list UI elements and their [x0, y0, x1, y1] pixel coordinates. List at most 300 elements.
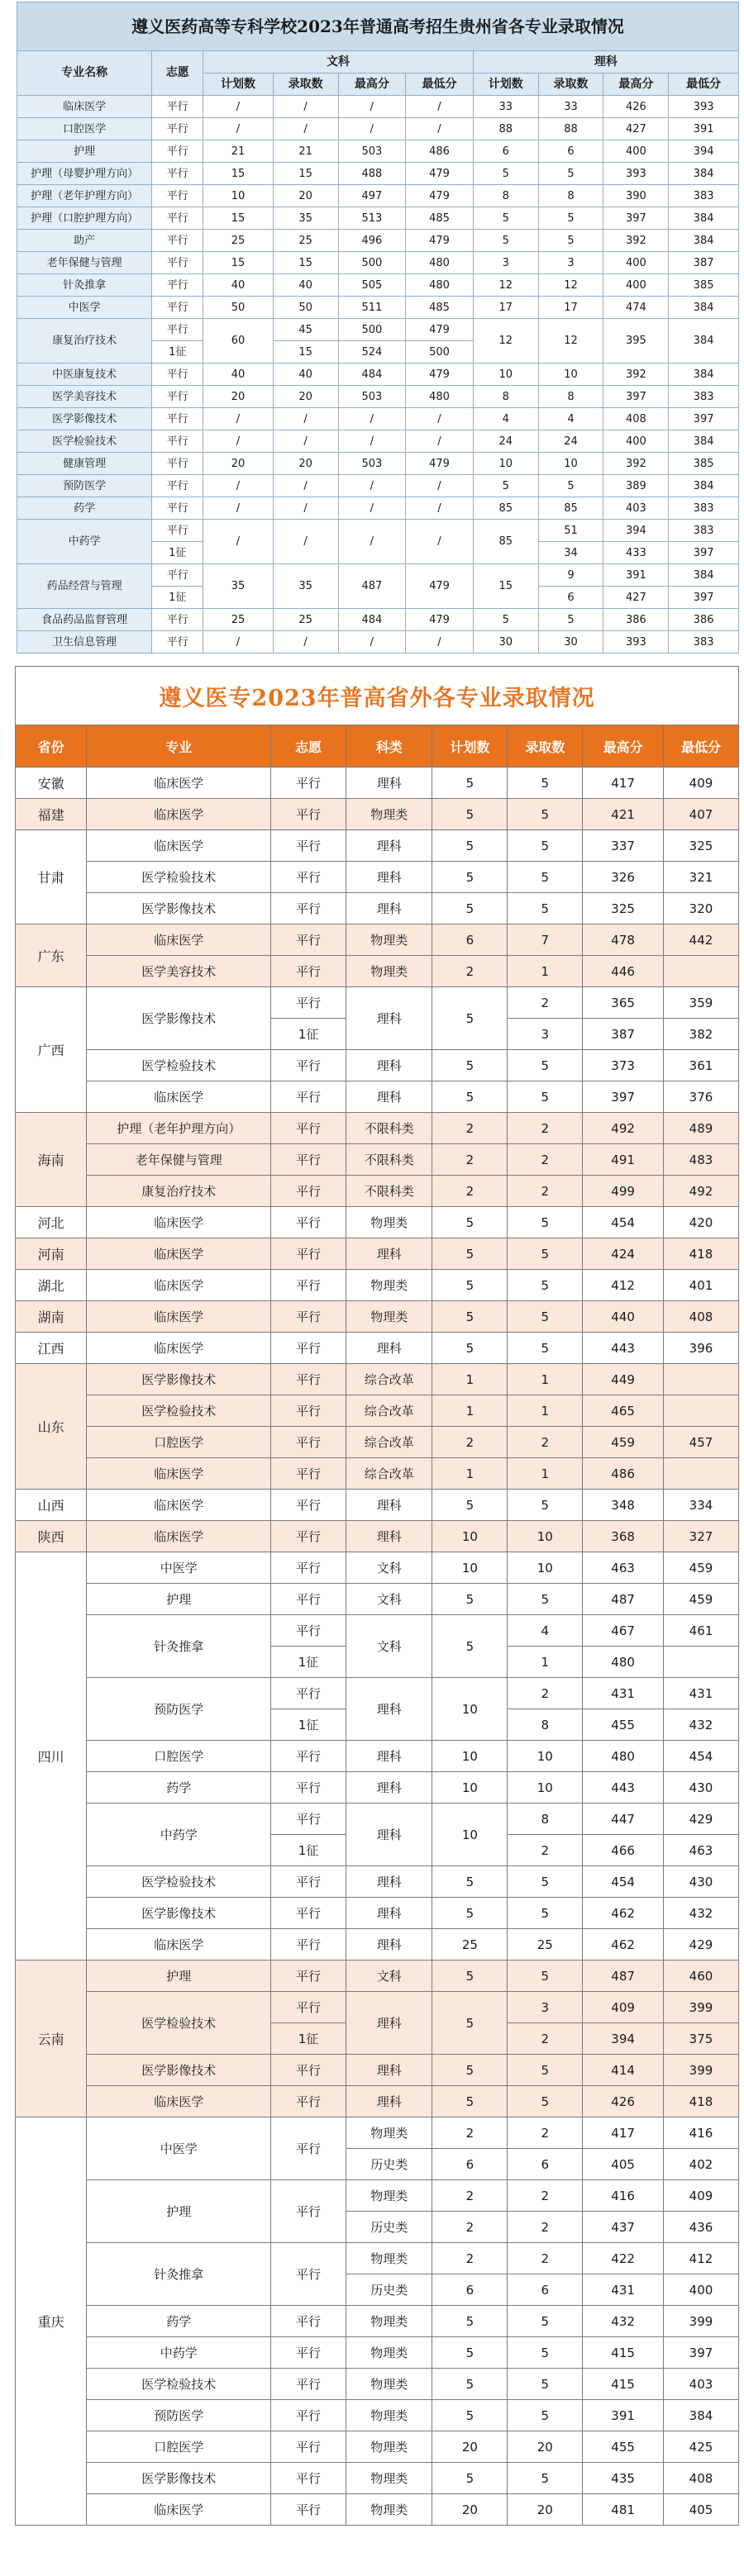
header-major: 专业名称	[17, 51, 152, 96]
major: 医学影像技术	[87, 1898, 271, 1929]
admit-count: 1	[508, 1364, 583, 1395]
wenke-min: 479	[406, 453, 474, 475]
like-max: 400	[603, 252, 669, 274]
table1-row	[17, 163, 739, 185]
plan-count: 5	[432, 1584, 508, 1615]
out-of-province-table-section	[15, 666, 739, 2526]
category: 理科	[346, 1238, 432, 1270]
wenke-min: 479	[406, 364, 474, 386]
table2-row	[16, 1615, 739, 1647]
like-max: 395	[603, 319, 669, 364]
like-admit: 10	[538, 453, 603, 475]
wish-type: 平行	[152, 430, 203, 453]
table2-header-cell: 专业	[87, 725, 271, 768]
min-score: 384	[663, 2400, 738, 2431]
category: 综合改革	[346, 1364, 432, 1395]
plan-count: 5	[432, 1615, 508, 1678]
like-plan: 85	[473, 520, 538, 564]
table1-row	[17, 185, 739, 207]
major: 临床医学	[87, 2494, 271, 2526]
like-min: 393	[669, 96, 739, 118]
min-score: 382	[663, 1019, 738, 1050]
admit-count: 5	[508, 1050, 583, 1081]
wish-type: 平行	[271, 1427, 346, 1458]
like-plan: 3	[473, 252, 538, 274]
header-wenke-min: 最低分	[406, 74, 474, 96]
min-score: 454	[663, 1741, 738, 1772]
like-admit: 3	[538, 252, 603, 274]
like-admit: 5	[538, 230, 603, 252]
category: 理科	[346, 862, 432, 893]
wish-type: 平行	[271, 1238, 346, 1270]
table1-title: 遵义医药高等专科学校2023年普通高考招生贵州省各专业录取情况	[17, 2, 739, 51]
wish-type: 平行	[271, 2369, 346, 2400]
like-max: 394	[603, 520, 669, 542]
category: 理科	[346, 768, 432, 799]
min-score: 407	[663, 799, 738, 830]
major: 临床医学	[87, 924, 271, 956]
wenke-max: 484	[338, 364, 406, 386]
wenke-max: 513	[338, 207, 406, 230]
like-min: 385	[669, 453, 739, 475]
major-name: 医学美容技术	[17, 386, 152, 408]
table2-header-cell: 最高分	[583, 725, 664, 768]
wenke-max: 503	[338, 453, 406, 475]
wenke-max: 500	[338, 252, 406, 274]
major: 口腔医学	[87, 2431, 271, 2463]
wenke-plan: 40	[203, 364, 273, 386]
like-plan: 33	[473, 96, 538, 118]
major: 临床医学	[87, 1929, 271, 1961]
like-min: 383	[669, 631, 739, 654]
wenke-admit: 50	[273, 297, 338, 319]
max-score: 462	[583, 1898, 664, 1929]
like-max: 474	[603, 297, 669, 319]
max-score: 326	[583, 862, 664, 893]
like-admit-supplement: 34	[538, 542, 603, 564]
max-score: 431	[583, 1678, 664, 1709]
wish-type: 平行	[271, 1521, 346, 1552]
wish-type: 平行	[152, 475, 203, 497]
wish-type: 平行	[152, 520, 203, 542]
category: 理科	[346, 1772, 432, 1804]
table2-row	[16, 1584, 739, 1615]
major: 临床医学	[87, 1458, 271, 1490]
table1-row	[17, 364, 739, 386]
wenke-max: 496	[338, 230, 406, 252]
major: 临床医学	[87, 1081, 271, 1113]
like-admit: 30	[538, 631, 603, 654]
admit-count: 1	[508, 1395, 583, 1427]
like-plan: 10	[473, 453, 538, 475]
wenke-max: /	[338, 475, 406, 497]
like-max: 386	[603, 609, 669, 631]
wenke-plan: 15	[203, 163, 273, 185]
admit-count: 4	[508, 1615, 583, 1647]
wish-type: 平行	[271, 1050, 346, 1081]
max-score: 487	[583, 1584, 664, 1615]
table2-row	[16, 1772, 739, 1804]
guizhou-admission-table	[17, 2, 739, 654]
plan-count: 5	[432, 1238, 508, 1270]
wenke-min: 479	[406, 163, 474, 185]
like-plan: 8	[473, 185, 538, 207]
wish-type: 平行	[271, 1866, 346, 1898]
min-score: 429	[663, 1929, 738, 1961]
min-score	[663, 1647, 738, 1678]
table2-row	[16, 1364, 739, 1395]
table2-header-cell: 志愿	[271, 725, 346, 768]
max-score: 459	[583, 1427, 664, 1458]
category: 物理类	[346, 2463, 432, 2494]
min-score: 442	[663, 924, 738, 956]
table2-row	[16, 830, 739, 862]
wenke-min: 479	[406, 564, 474, 609]
min-score: 461	[663, 1615, 738, 1647]
like-max: 427	[603, 118, 669, 140]
major: 临床医学	[87, 1270, 271, 1301]
wenke-min-supplement: 500	[406, 341, 474, 364]
admit-count: 5	[508, 862, 583, 893]
min-score: 400	[663, 2274, 738, 2306]
major-name: 临床医学	[17, 96, 152, 118]
min-score: 432	[663, 1898, 738, 1929]
admit-count: 2	[508, 1144, 583, 1176]
min-score: 463	[663, 1835, 738, 1866]
major: 护理	[87, 1961, 271, 1992]
wish-type: 平行	[271, 2306, 346, 2337]
wish-type: 平行	[152, 163, 203, 185]
like-max: 397	[603, 207, 669, 230]
category: 历史类	[346, 2149, 432, 2180]
category: 物理类	[346, 1301, 432, 1333]
table2-row	[16, 1678, 739, 1709]
wenke-min: 480	[406, 274, 474, 297]
wish-type: 平行	[152, 297, 203, 319]
admit-count: 5	[508, 2086, 583, 2117]
wish-type: 1征	[271, 1835, 346, 1866]
wenke-plan: 10	[203, 185, 273, 207]
table1-row	[17, 430, 739, 453]
table2-row	[16, 2086, 739, 2117]
major: 医学检验技术	[87, 1866, 271, 1898]
wenke-plan: 50	[203, 297, 273, 319]
major: 中药学	[87, 2337, 271, 2369]
admit-count: 8	[508, 1709, 583, 1741]
table1-row	[17, 631, 739, 654]
major: 临床医学	[87, 1521, 271, 1552]
max-score: 417	[583, 2117, 664, 2149]
category: 综合改革	[346, 1458, 432, 1490]
wish-type: 平行	[152, 609, 203, 631]
admit-count: 3	[508, 1019, 583, 1050]
min-score: 405	[663, 2494, 738, 2526]
table2-header-cell: 录取数	[508, 725, 583, 768]
category: 物理类	[346, 924, 432, 956]
province: 湖北	[16, 1270, 87, 1301]
wish-type: 平行	[271, 1615, 346, 1647]
max-score: 391	[583, 2400, 664, 2431]
table1-row	[17, 96, 739, 118]
category: 理科	[346, 893, 432, 924]
table1-row	[17, 319, 739, 341]
like-plan: 5	[473, 475, 538, 497]
plan-count: 2	[432, 2212, 508, 2243]
admit-count: 5	[508, 1490, 583, 1521]
major: 药学	[87, 2306, 271, 2337]
table2-row	[16, 1490, 739, 1521]
like-plan: 5	[473, 163, 538, 185]
max-score: 499	[583, 1176, 664, 1207]
max-score: 432	[583, 2306, 664, 2337]
like-min: 384	[669, 475, 739, 497]
min-score: 431	[663, 1678, 738, 1709]
wish-type: 平行	[271, 862, 346, 893]
wenke-plan: /	[203, 118, 273, 140]
category: 文科	[346, 1584, 432, 1615]
wish-type: 平行	[271, 1552, 346, 1584]
table2-row	[16, 799, 739, 830]
wish-type: 平行	[271, 2180, 346, 2243]
like-min: 384	[669, 207, 739, 230]
wenke-max: /	[338, 430, 406, 453]
table2-row	[16, 2369, 739, 2400]
province: 福建	[16, 799, 87, 830]
wish-type: 平行	[271, 1490, 346, 1521]
wish-type: 平行	[271, 1961, 346, 1992]
major: 中药学	[87, 1804, 271, 1866]
admit-count: 3	[508, 1992, 583, 2023]
table2-row	[16, 2463, 739, 2494]
major: 医学美容技术	[87, 956, 271, 987]
wish-type: 平行	[271, 1364, 346, 1395]
like-min: 384	[669, 319, 739, 364]
max-score: 394	[583, 2023, 664, 2055]
wish-type: 平行	[271, 1929, 346, 1961]
table2-row	[16, 2494, 739, 2526]
admit-count: 10	[508, 1521, 583, 1552]
province: 湖南	[16, 1301, 87, 1333]
max-score: 416	[583, 2180, 664, 2212]
wenke-admit: /	[273, 497, 338, 520]
wenke-max: /	[338, 118, 406, 140]
wenke-min: /	[406, 475, 474, 497]
wenke-plan: /	[203, 631, 273, 654]
major: 临床医学	[87, 1333, 271, 1364]
major: 临床医学	[87, 830, 271, 862]
table2-row	[16, 1427, 739, 1458]
min-score: 359	[663, 987, 738, 1019]
admit-count: 5	[508, 1866, 583, 1898]
table2-row	[16, 1176, 739, 1207]
wish-type: 平行	[152, 274, 203, 297]
min-score: 403	[663, 2369, 738, 2400]
table1-row	[17, 207, 739, 230]
min-score: 457	[663, 1427, 738, 1458]
max-score: 481	[583, 2494, 664, 2526]
category: 理科	[346, 987, 432, 1050]
min-score: 418	[663, 2086, 738, 2117]
table1-row	[17, 118, 739, 140]
major-name: 助产	[17, 230, 152, 252]
wenke-min: 480	[406, 386, 474, 408]
max-score: 465	[583, 1395, 664, 1427]
plan-count: 2	[432, 1176, 508, 1207]
min-score	[663, 1395, 738, 1427]
like-admit: 8	[538, 386, 603, 408]
category: 理科	[346, 830, 432, 862]
category: 文科	[346, 1552, 432, 1584]
wenke-admit: 20	[273, 185, 338, 207]
plan-count: 10	[432, 1521, 508, 1552]
like-max: 389	[603, 475, 669, 497]
major: 医学检验技术	[87, 2369, 271, 2400]
admit-count: 5	[508, 1961, 583, 1992]
max-score: 455	[583, 1709, 664, 1741]
table1-row	[17, 497, 739, 520]
table1-row	[17, 408, 739, 430]
major: 医学影像技术	[87, 1364, 271, 1395]
wish-type: 平行	[271, 1301, 346, 1333]
category: 理科	[346, 1929, 432, 1961]
category: 综合改革	[346, 1427, 432, 1458]
category: 理科	[346, 1804, 432, 1866]
admit-count: 2	[508, 2023, 583, 2055]
like-min-supplement: 397	[669, 542, 739, 564]
like-max-supplement: 427	[603, 587, 669, 609]
like-admit: 51	[538, 520, 603, 542]
plan-count: 5	[432, 1050, 508, 1081]
max-score: 480	[583, 1741, 664, 1772]
major: 临床医学	[87, 799, 271, 830]
like-max: 400	[603, 430, 669, 453]
like-max: 426	[603, 96, 669, 118]
major: 预防医学	[87, 2400, 271, 2431]
min-score: 460	[663, 1961, 738, 1992]
plan-count: 5	[432, 893, 508, 924]
min-score	[663, 956, 738, 987]
header-wenke-plan: 计划数	[203, 74, 273, 96]
plan-count: 20	[432, 2431, 508, 2463]
max-score: 414	[583, 2055, 664, 2086]
plan-count: 2	[432, 1427, 508, 1458]
like-min: 384	[669, 430, 739, 453]
wenke-min: /	[406, 118, 474, 140]
max-score: 426	[583, 2086, 664, 2117]
like-admit: 88	[538, 118, 603, 140]
wenke-max-supplement: 524	[338, 341, 406, 364]
wish-type: 平行	[152, 497, 203, 520]
table2-row	[16, 1521, 739, 1552]
table1-body	[17, 96, 739, 654]
wenke-admit: 40	[273, 364, 338, 386]
max-score: 422	[583, 2243, 664, 2274]
max-score: 463	[583, 1552, 664, 1584]
min-score: 425	[663, 2431, 738, 2463]
like-plan: 88	[473, 118, 538, 140]
major-name: 预防医学	[17, 475, 152, 497]
wish-type: 平行	[271, 830, 346, 862]
max-score: 431	[583, 2274, 664, 2306]
province: 山西	[16, 1490, 87, 1521]
wenke-max: /	[338, 520, 406, 564]
table2-row	[16, 1270, 739, 1301]
major: 针灸推拿	[87, 2243, 271, 2306]
min-score: 399	[663, 1992, 738, 2023]
table2-row	[16, 2400, 739, 2431]
category: 物理类	[346, 2400, 432, 2431]
admit-count: 5	[508, 1333, 583, 1364]
min-score: 376	[663, 1081, 738, 1113]
wish-type: 平行	[152, 118, 203, 140]
table2-row	[16, 1081, 739, 1113]
min-score: 334	[663, 1490, 738, 1521]
major-name: 老年保健与管理	[17, 252, 152, 274]
plan-count: 5	[432, 2400, 508, 2431]
max-score: 492	[583, 1113, 664, 1144]
major-name: 健康管理	[17, 453, 152, 475]
admit-count: 20	[508, 2494, 583, 2526]
admit-count: 20	[508, 2431, 583, 2463]
like-max: 392	[603, 230, 669, 252]
like-plan: 4	[473, 408, 538, 430]
major: 康复治疗技术	[87, 1176, 271, 1207]
major: 临床医学	[87, 768, 271, 799]
major: 老年保健与管理	[87, 1144, 271, 1176]
category: 物理类	[346, 956, 432, 987]
wenke-max: 511	[338, 297, 406, 319]
like-max: 400	[603, 274, 669, 297]
like-admit: 10	[538, 364, 603, 386]
wenke-admit: /	[273, 96, 338, 118]
wenke-min: /	[406, 408, 474, 430]
admit-count: 5	[508, 1898, 583, 1929]
table1-row	[17, 609, 739, 631]
wish-type: 平行	[271, 1458, 346, 1490]
wenke-min: 479	[406, 319, 474, 341]
like-min: 386	[669, 609, 739, 631]
major: 护理	[87, 1584, 271, 1615]
province: 江西	[16, 1333, 87, 1364]
major: 中医学	[87, 1552, 271, 1584]
min-score: 325	[663, 830, 738, 862]
admit-count: 5	[508, 1081, 583, 1113]
major: 临床医学	[87, 1301, 271, 1333]
category: 理科	[346, 1866, 432, 1898]
wenke-admit: 20	[273, 386, 338, 408]
plan-count: 5	[432, 1207, 508, 1238]
category: 理科	[346, 1050, 432, 1081]
plan-count: 5	[432, 830, 508, 862]
header-like-admit: 录取数	[538, 74, 603, 96]
wenke-min: /	[406, 96, 474, 118]
max-score: 480	[583, 1647, 664, 1678]
admit-count: 5	[508, 1207, 583, 1238]
admit-count: 2	[508, 1835, 583, 1866]
min-score: 492	[663, 1176, 738, 1207]
header-like: 理科	[473, 51, 738, 74]
max-score: 455	[583, 2431, 664, 2463]
max-score: 437	[583, 2212, 664, 2243]
plan-count: 1	[432, 1364, 508, 1395]
wenke-admit-supplement: 15	[273, 341, 338, 364]
table1-row	[17, 297, 739, 319]
wenke-plan: /	[203, 520, 273, 564]
admit-count: 5	[508, 1584, 583, 1615]
plan-count: 5	[432, 987, 508, 1050]
category: 不限科类	[346, 1144, 432, 1176]
wenke-plan: 25	[203, 230, 273, 252]
